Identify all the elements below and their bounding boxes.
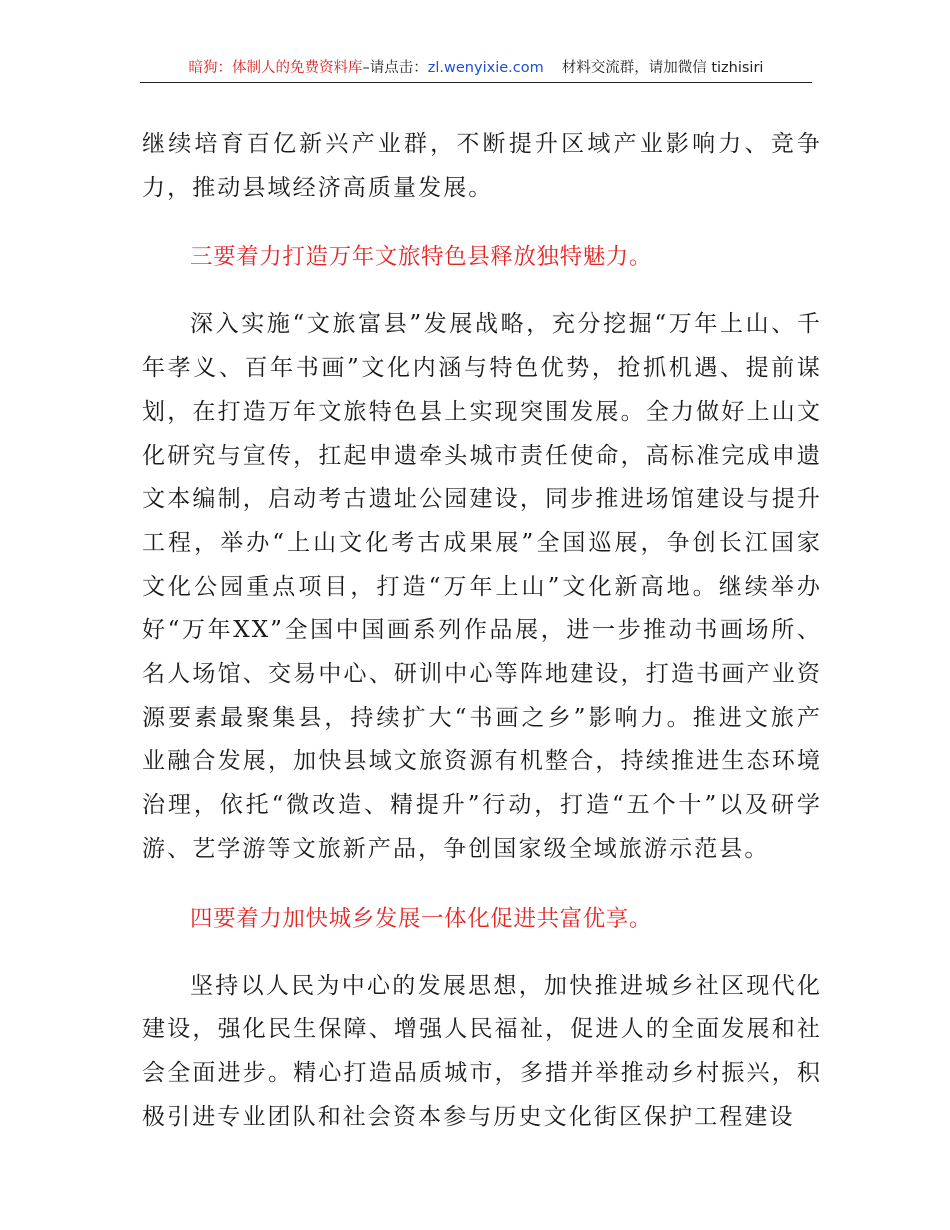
header-click-prompt: –请点击：	[362, 60, 428, 76]
header-brand: 暗狗：体制人的免费资料库	[188, 60, 363, 76]
section-heading-3: 三要着力打造万年文旅特色县释放独特魅力。	[190, 244, 653, 271]
section-heading-4: 四要着力加快城乡发展一体化促进共富优享。	[190, 905, 653, 932]
document-body	[142, 123, 822, 1139]
paragraph-section-3: 深入实施“文旅富县”发展战略，充分挖掘“万年上山、千年孝义、百年书画”文化内涵与特色优势，抢抓机遇、提前谋划，在打造万年文旅特色县上实现突围发展。全力做好上山文化研究与宣传，扛起申遗牵头城市责任使命，高标准完成申遗文本编制，启动考古遗址公园建设，同步推进场馆建设与提升工程，举办“上山文化考古成果展”全国巡展，争创长江国家文化公园重点项目，打造“万年上山”文化新高地。继续举办好“万年XX”全国中国画系列作品展，进一步推动书画场所、名人场馆、交易中心、研训中心等阵地建设，打造书画产业资源要素最聚集县，持续扩大“书画之乡”影响力。推进文旅产业融合发展，加快县域文旅资源有机整合，持续推进生态环境治理，依托“微改造、精提升”行动，打造“五个十”以及研学游、艺学游等文旅新产品，争创国家级全域旅游示范县。	[142, 311, 822, 862]
header-contact: 材料交流群，请加微信 tizhisiri	[561, 60, 764, 76]
header-link[interactable]: zl.wenyixie.com	[427, 60, 544, 76]
paragraph-intro: 继续培育百亿新兴产业群，不断提升区域产业影响力、竞争力，推动县域经济高质量发展。	[142, 131, 822, 201]
paragraph-section-4: 坚持以人民为中心的发展思想，加快推进城乡社区现代化建设，强化民生保障、增强人民福祉，促进人的全面发展和社会全面进步。精心打造品质城市，多措并举推动乡村振兴，积极引进专业团队和社会资本参与历史文化街区保护工程建设	[142, 972, 822, 1130]
page-header	[140, 58, 812, 83]
